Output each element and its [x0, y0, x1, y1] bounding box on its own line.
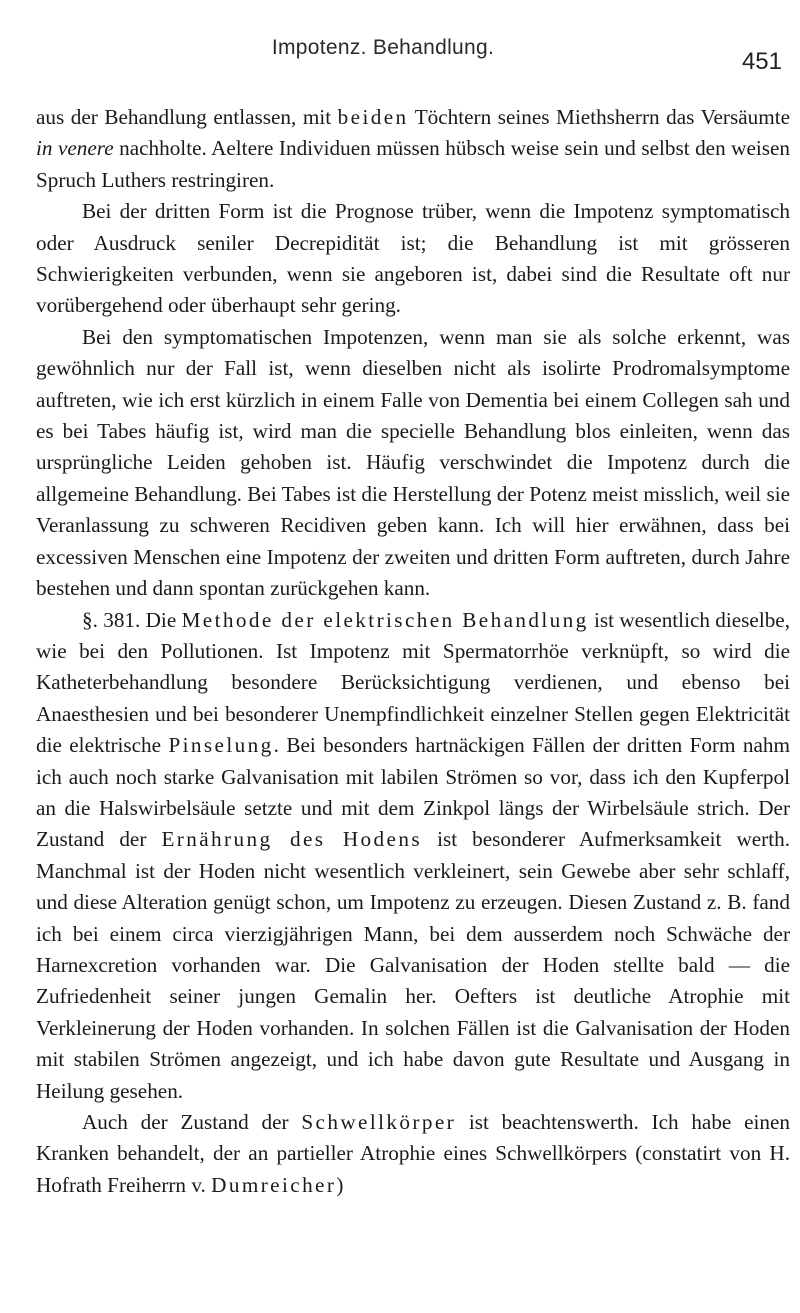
running-head — [36, 30, 790, 75]
text-run: nachholte. Aeltere Individuen müssen hübsch weise sein und selbst den weisen Spruch Luthers restringiren. — [36, 136, 790, 192]
text-run: Bei der dritten Form ist die Prognose trüber, wenn die Impotenz symptomatisch oder Ausdruck seniler Decrepidität ist; die Behandlung ist mit grösseren Schwierigkeiten verbunden, wenn sie angeboren ist, dabei sind die Resultate oft nur vorübergehend oder überhaupt sehr gering. — [36, 199, 790, 318]
paragraph-continuation — [36, 102, 790, 196]
text-run: ist beachtenswerth. Ich habe einen Kranken behandelt, der an partieller Atrophie eines Schwellkörpers (constatirt von H. Hofrath Freiherrn v. — [36, 1110, 790, 1197]
text-spaced: Pinselung — [168, 733, 274, 758]
page-number: 451 — [741, 48, 782, 75]
text-run: Auch der Zustand der — [82, 1110, 302, 1134]
body-text — [36, 102, 790, 1201]
text-run: Bei den symptomatischen Impotenzen, wenn man sie als solche erkennt, was gewöhnlich nur der Fall ist, wenn dieselben nicht als isolirte Prodromalsymptome auftreten, wie ich erst kürzlich in einem Falle von Dementia bei einem Collegen sah und es bei Tabes häufig ist, wird man die specielle Behandlung blos einleiten, wenn das ursprüngliche Leiden gehoben ist. Häufig verschwindet die Impotenz durch die allgemeine Behandlung. Bei Tabes ist die Herstellung der Potenz meist misslich, weil sie Veranlassung zu schweren Recidiven geben kann. Ich will hier erwähnen, dass bei excessiven Menschen eine Impotenz der zweiten und dritten Form auftreten, durch Jahre bestehen und dann spontan zurückgehen kann. — [36, 324, 790, 601]
text-spaced: Ernährung des Hodens — [161, 827, 422, 852]
text-spaced: Dumreicher — [211, 1172, 337, 1197]
running-title: Impotenz. Behandlung. — [271, 36, 495, 59]
paragraph-symptomatic-impotence — [36, 322, 790, 605]
text-run: ist besonderer Aufmerksamkeit werth. Manchmal ist der Hoden nicht wesentlich verkleinert, sein Gewebe aber sehr schlaff, und diese Alteration genügt schon, um Impotenz zu erzeugen. Diesen Zustand z. B. fand ich bei einem circa vierzigjährigen Mann, bei dem ausserdem noch Schwäche der Harnexcretion vorhanden war. Die Galvanisation der Hoden stellte bald — die Zufriedenheit seiner jungen Gemalin her. Oefters ist deutliche Atrophie mit Verkleinerung der Hoden vorhanden. In solchen Fällen ist die Galvanisation der Hoden mit stabilen Strömen angezeigt, und ich habe davon gute Resultate und Ausgang in Heilung gesehen. — [36, 827, 790, 1103]
text-spaced: Methode der elektrischen Behandlung — [181, 607, 589, 632]
text-run: . Bei besonders hartnäckigen Fällen der dritten Form nahm ich auch noch starke Galvanisation mit labilen Strömen so vor, dass ich den Kupferpol an die Halswirbelsäule setzte und mit dem Zinkpol längs der Wirbelsäule strich. Der Zustand der — [36, 733, 790, 852]
book-page — [36, 30, 790, 1201]
text-spaced: beiden — [337, 105, 409, 129]
paragraph-section-381 — [36, 605, 790, 1108]
text-run: Töchtern seines Miethsherrn das Versäumte — [408, 105, 791, 129]
text-run: ) — [336, 1172, 344, 1197]
paragraph-schwellkoerper — [36, 1107, 790, 1201]
text-run: aus der Behandlung entlassen, mit — [36, 105, 338, 129]
paragraph-prognosis — [36, 196, 790, 322]
text-run: ist wesentlich dieselbe, wie bei den Pollutionen. Ist Impotenz mit Spermatorrhöe verknüpft, so wird die Katheterbehandlung besondere Berücksichtigung verdienen, und ebenso bei Anaesthesien und bei besonderer Unempfindlichkeit einzelner Stellen gegen Elektricität die elektrische — [36, 607, 791, 758]
text-spaced: Schwellkörper — [301, 1110, 457, 1134]
text-italic: in venere — [36, 136, 114, 161]
text-run: §. 381. Die — [82, 607, 182, 632]
